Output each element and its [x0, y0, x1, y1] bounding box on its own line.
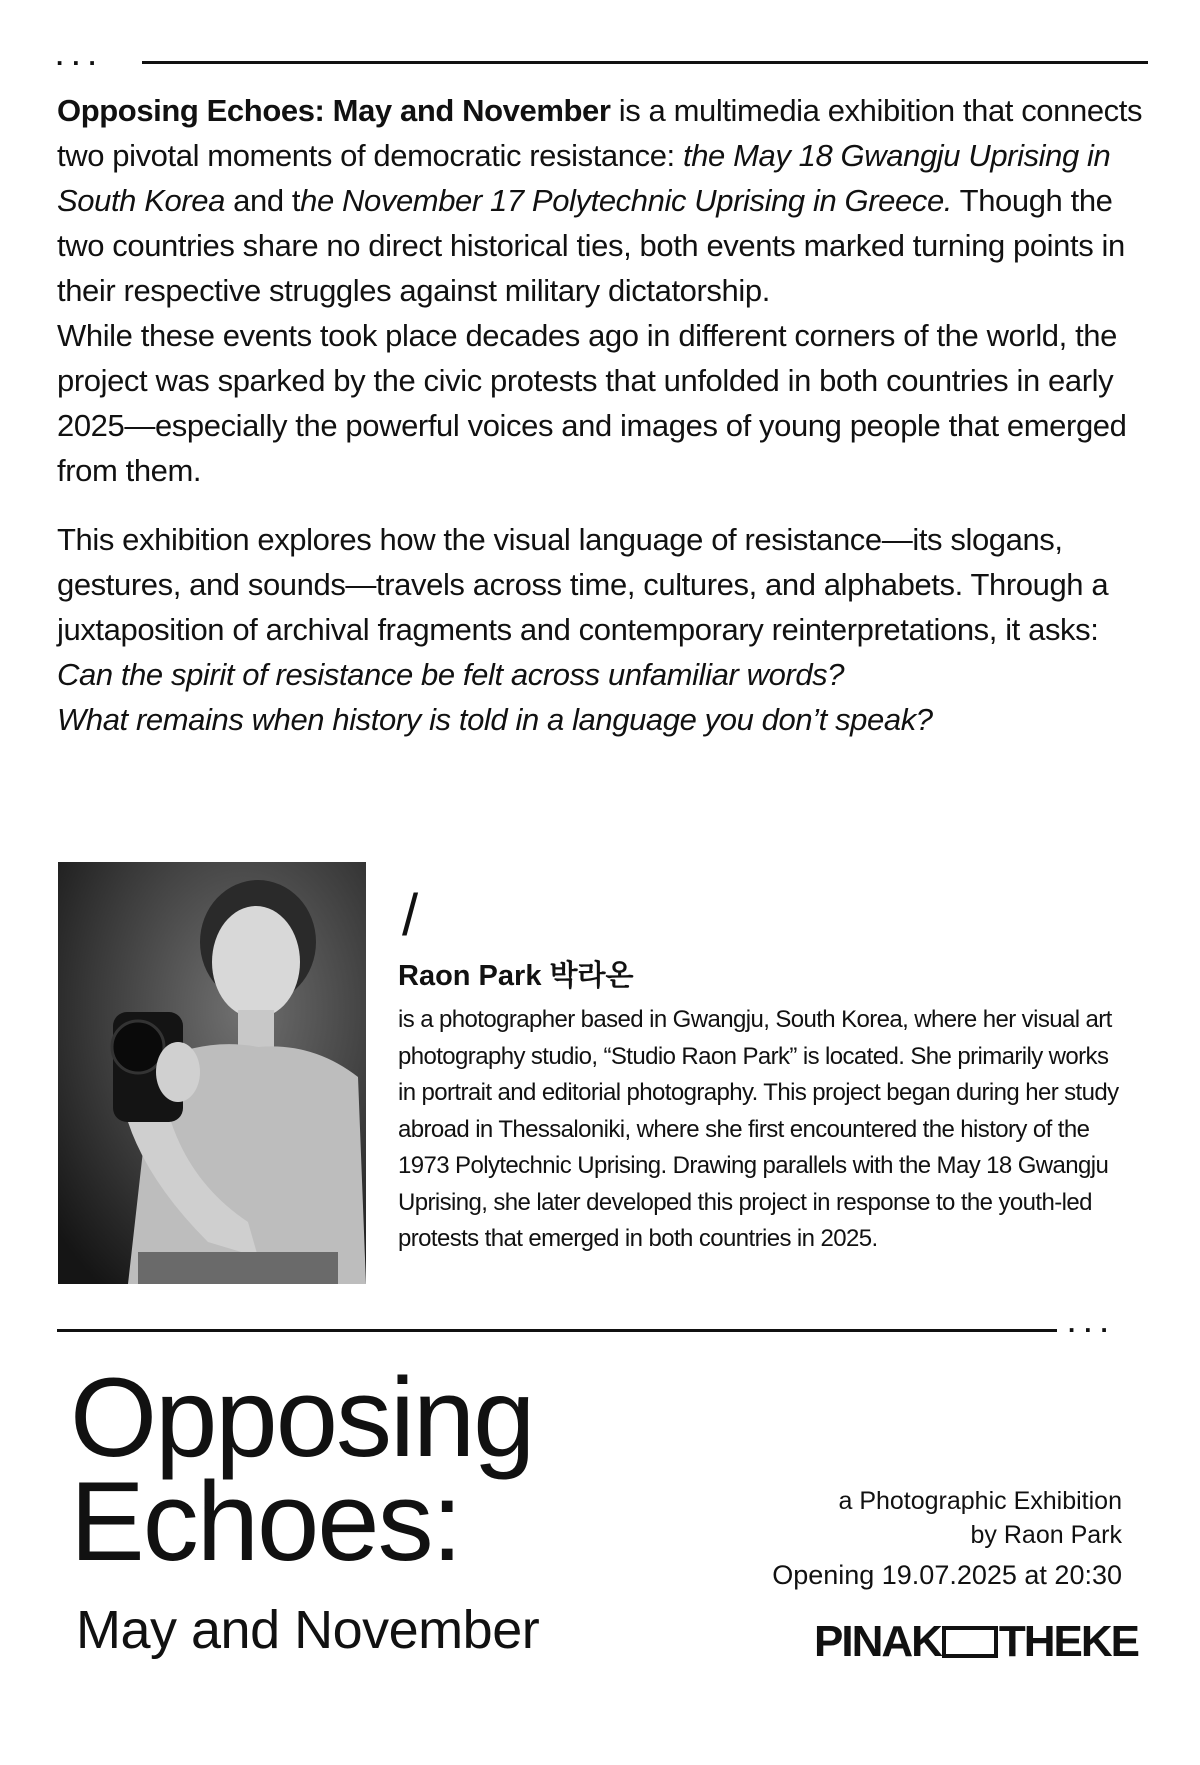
poster-title [70, 1355, 534, 1584]
top-rule [142, 61, 1148, 64]
intro-paragraph-1: Opposing Echoes: May and November is a multimedia exhibition that connects two pivotal moments of democratic resistance: the May 18 Gwangju Uprising in South Korea and the November 17 Polytechnic Uprising in Greece. Though the two countries share no direct historical ties, both events marked turning points in their respective struggles against military dictatorship. [57, 93, 1143, 308]
logo-square-icon [942, 1626, 998, 1658]
question-2: What remains when history is told in a language you don’t speak? [57, 702, 933, 737]
top-dots: ... [56, 41, 105, 71]
poster-title-line-1: Opposing [70, 1355, 534, 1480]
intro-text [57, 88, 1147, 742]
artist-portrait-photo [58, 862, 366, 1284]
pinakotheke-logo [814, 1617, 1138, 1667]
artist-bio: is a photographer based in Gwangju, South Korea, where her visual art photography studio, “Studio Raon Park” is located. She primarily works in portrait and editorial photography. This project began during her study abroad in Thessaloniki, where she first encountered the history of the 1973 Polytechnic Uprising. Drawing parallels with the May 18 Gwangju Uprising, she later developed this project in response to the youth-led protests that emerged in both countries in 2025. [398, 1006, 1119, 1252]
opening-date: Opening 19.07.2025 at 20:30 [772, 1560, 1122, 1590]
intro-paragraph-3: This exhibition explores how the visual language of resistance—its slogans, gestures, and sounds—travels across time, cultures, and alphabets. Through a juxtaposition of archival fragments and contemporary reinterpretations, it asks: [57, 522, 1109, 647]
bottom-rule [57, 1329, 1057, 1332]
intro-paragraph-2: While these events took place decades ago in different corners of the world, the project was sparked by the civic protests that unfolded in both countries in early 2025—especially the powerful voices and images of young people that emerged from them. [57, 318, 1127, 488]
question-1: Can the spirit of resistance be felt across unfamiliar words? [57, 657, 845, 692]
poster-title-line-2: Echoes: [70, 1459, 461, 1584]
logo-right-text: THEKE [998, 1617, 1139, 1666]
bottom-dots: ... [1068, 1308, 1117, 1338]
info-line-1: a Photographic Exhibition [838, 1487, 1122, 1515]
exhibition-info [838, 1484, 1122, 1552]
exhibition-title-inline: Opposing Echoes: May and November [57, 93, 611, 128]
portrait-illustration [58, 862, 366, 1284]
bio-slash: / [402, 883, 419, 948]
info-line-2: by Raon Park [970, 1521, 1122, 1549]
poster-subtitle: May and November [76, 1600, 540, 1660]
artist-name: Raon Park 박라온 [398, 960, 634, 992]
logo-left-text: PINAK [814, 1617, 941, 1666]
